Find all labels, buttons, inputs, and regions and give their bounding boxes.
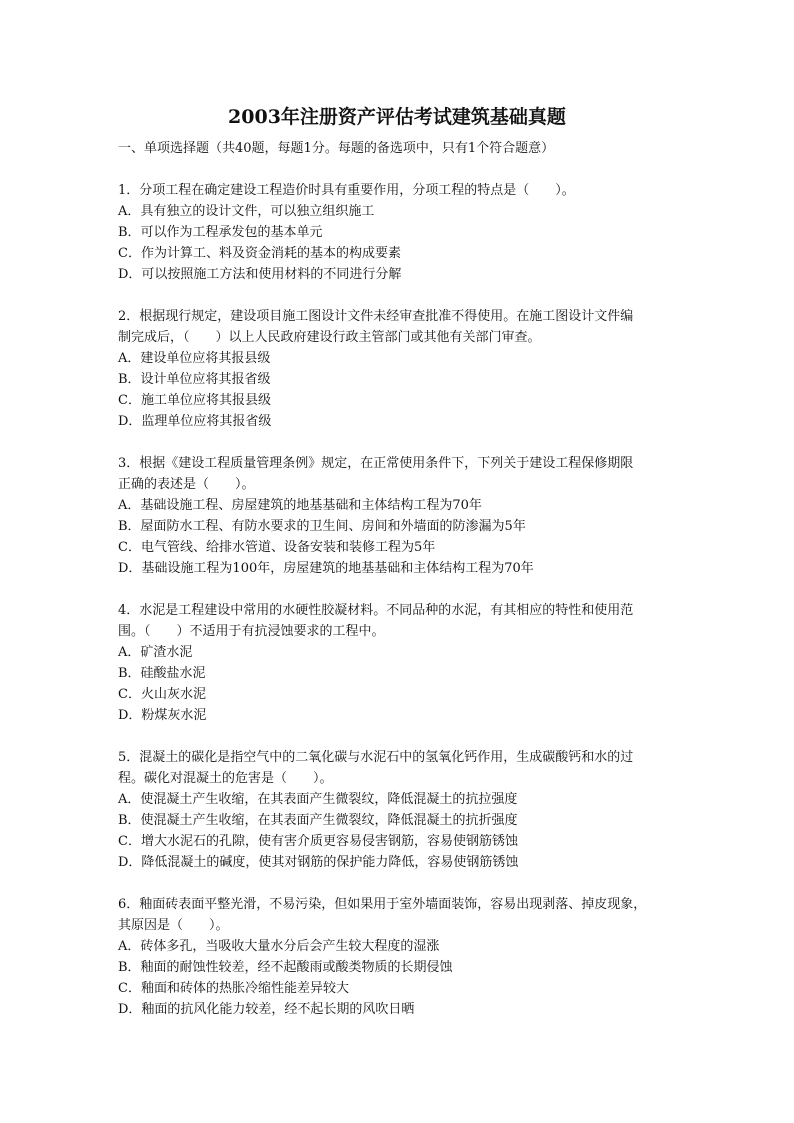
option-a: A．具有独立的设计文件，可以独立组织施工 <box>118 204 375 219</box>
option-d: D．基础设施工程为100年，房屋建筑的地基基础和主体结构工程为70年 <box>118 561 534 576</box>
option-a: A．使混凝土产生收缩，在其表面产生微裂纹，降低混凝土的抗拉强度 <box>118 792 518 807</box>
option-a: A．建设单位应将其报县级 <box>118 351 271 366</box>
question-stem: 4．水泥是工程建设中常用的水硬性胶凝材料。不同品种的水泥，有其相应的特性和使用范 <box>118 603 634 618</box>
document-body <box>118 138 686 1020</box>
question-stem-continued: 围。（ ）不适用于有抗浸蚀要求的工程中。 <box>118 624 385 639</box>
option-c: C．作为计算工、料及资金消耗的基本的构成要素 <box>118 246 401 261</box>
document-title: 2003年注册资产评估考试建筑基础真题 <box>228 106 566 128</box>
question-stem: 3．根据《建设工程质量管理条例》规定，在正常使用条件下，下列关于建设工程保修期限 <box>118 456 634 471</box>
question-stem-continued: 程。碳化对混凝土的危害是（ ）。 <box>118 771 333 786</box>
option-c: C．火山灰水泥 <box>118 687 206 702</box>
option-c: C．施工单位应将其报县级 <box>118 393 271 408</box>
option-b: B．可以作为工程承发包的基本单元 <box>118 225 323 240</box>
option-a: A．砖体多孔，当吸收大量水分后会产生较大程度的湿涨 <box>118 939 440 954</box>
question-stem: 1．分项工程在确定建设工程造价时具有重要作用，分项工程的特点是（ ）。 <box>118 183 575 198</box>
option-b: B．屋面防水工程、有防水要求的卫生间、房间和外墙面的防渗漏为5年 <box>118 519 526 534</box>
option-d: D．降低混凝土的碱度，使其对钢筋的保护能力降低，容易使钢筋锈蚀 <box>118 855 519 870</box>
question-stem: 5．混凝土的碳化是指空气中的二氧化碳与水泥石中的氢氧化钙作用，生成碳酸钙和水的过 <box>118 750 634 765</box>
section-header: 一、单项选择题（共40题，每题1分。每题的备选项中，只有1个符合题意） <box>118 141 555 156</box>
question-4 <box>118 600 686 726</box>
question-2 <box>118 306 686 432</box>
option-c: C．增大水泥石的孔隙，使有害介质更容易侵害钢筋，容易使钢筋锈蚀 <box>118 834 518 849</box>
option-d: D．监理单位应将其报省级 <box>118 414 272 429</box>
option-d: D．粉煤灰水泥 <box>118 708 207 723</box>
option-b: B．硅酸盐水泥 <box>118 666 206 681</box>
question-6 <box>118 894 686 1020</box>
question-stem-continued: 正确的表述是（ ）。 <box>118 477 255 492</box>
option-a: A．矿渣水泥 <box>118 645 193 660</box>
option-c: C．电气管线、给排水管道、设备安装和装修工程为5年 <box>118 540 436 555</box>
question-stem: 6．釉面砖表面平整光滑，不易污染，但如果用于室外墙面装饰，容易出现剥落、掉皮现象， <box>118 897 647 912</box>
option-b: B．设计单位应将其报省级 <box>118 372 271 387</box>
option-d: D．可以按照施工方法和使用材料的不同进行分解 <box>118 267 402 282</box>
question-stem: 2．根据现行规定，建设项目施工图设计文件未经审查批准不得使用。在施工图设计文件编 <box>118 309 634 324</box>
option-b: B．釉面的耐蚀性较差，经不起酸雨或酸类物质的长期侵蚀 <box>118 960 453 975</box>
question-stem-continued: 制完成后，（ ）以上人民政府建设行政主管部门或其他有关部门审查。 <box>118 330 541 345</box>
question-1 <box>118 180 686 285</box>
question-5 <box>118 747 686 873</box>
question-stem-continued: 其原因是（ ）。 <box>118 918 229 933</box>
option-b: B．使混凝土产生收缩，在其表面产生微裂纹，降低混凝土的抗折强度 <box>118 813 518 828</box>
option-a: A．基础设施工程、房屋建筑的地基基础和主体结构工程为70年 <box>118 498 482 513</box>
question-3 <box>118 453 686 579</box>
option-d: D．釉面的抗风化能力较差，经不起长期的风吹日晒 <box>118 1002 415 1017</box>
option-c: C．釉面和砖体的热胀冷缩性能差异较大 <box>118 981 349 996</box>
